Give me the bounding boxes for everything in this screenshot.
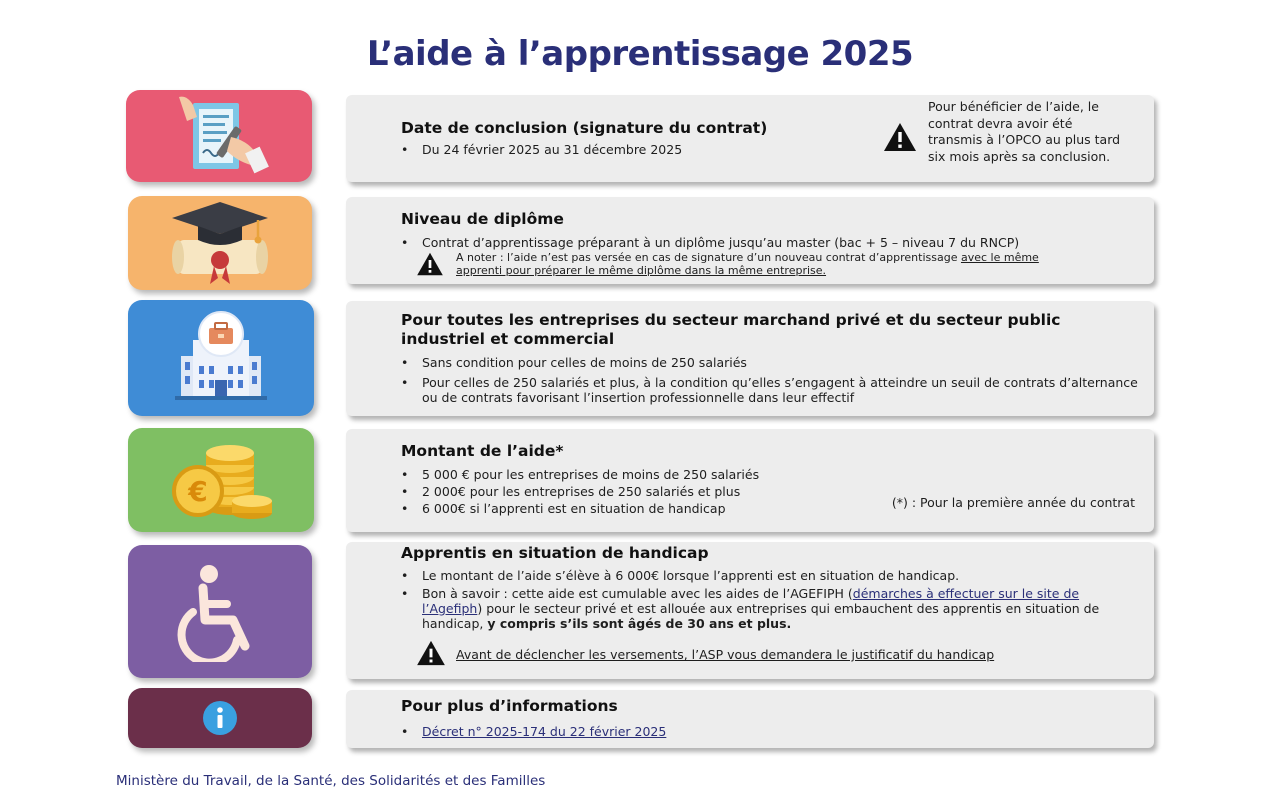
diploma-bullet: • Contrat d’apprentissage préparant à un diplôme jusqu’au master (bac + 5 – niveau 7 du RNCP) [401, 235, 1140, 250]
date-note: Pour bénéficier de l’aide, le contrat devra avoir été transmis à l’OPCO au plus tard six mois après sa conclusion. [928, 99, 1121, 164]
warning-triangle-icon [416, 640, 446, 666]
amount-bullet-1: • 5 000 € pour les entreprises de moins de 250 salariés [401, 467, 1140, 482]
date-heading: Date de conclusion (signature du contrat) [401, 119, 768, 137]
info-icon [202, 700, 238, 736]
handicap-bullet-1: • Le montant de l’aide s’élève à 6 000€ lorsque l’apprenti est en situation de handicap. [401, 568, 1140, 583]
diploma-note [456, 251, 1046, 277]
agefiph-link[interactable]: démarches à effectuer sur le site de l’Agefiph [422, 586, 1080, 616]
graduation-cap-diploma-icon [168, 198, 272, 288]
info-bullet [401, 724, 1140, 739]
companies-heading: Pour toutes les entreprises du secteur marchand privé et du secteur public industriel et commercial [401, 311, 1061, 348]
amount-tile [128, 428, 314, 532]
amount-heading: Montant de l’aide* [401, 442, 564, 460]
amount-footnote: (*) : Pour la première année du contrat [891, 495, 1135, 510]
wheelchair-icon [175, 562, 265, 662]
warning-triangle-icon [883, 122, 917, 152]
contract-tile [126, 90, 312, 182]
handicap-card [346, 542, 1154, 679]
info-heading: Pour plus d’informations [401, 697, 618, 715]
companies-bullet-1: • Sans condition pour celles de moins de 250 salariés [401, 355, 1140, 370]
info-tile [128, 688, 312, 748]
footer-ministry: Ministère du Travail, de la Santé, des Solidarités et des Familles [116, 773, 546, 789]
companies-card [346, 301, 1154, 416]
page-title: L’aide à l’apprentissage 2025 [366, 34, 914, 74]
company-tile [128, 300, 314, 416]
handicap-heading: Apprentis en situation de handicap [401, 544, 709, 562]
office-building-icon [171, 310, 271, 406]
handicap-tile [128, 545, 312, 678]
info-card [346, 690, 1154, 748]
svg-text:€: € [188, 475, 208, 508]
decree-link[interactable]: Décret n° 2025-174 du 22 février 2025 [422, 724, 667, 739]
handicap-bullet-2-bold: y compris s’ils sont âgés de 30 ans et plus. [487, 616, 792, 631]
signing-contract-icon [169, 93, 269, 179]
amount-bullet-3: • 6 000€ si l’apprenti est en situation de handicap [401, 501, 1140, 516]
date-card [346, 95, 1154, 182]
amount-card [346, 429, 1154, 532]
euro-coins-icon [166, 439, 276, 521]
diploma-heading: Niveau de diplôme [401, 210, 564, 228]
warning-triangle-icon [416, 252, 444, 276]
handicap-bullet-2-mid: ) pour le secteur privé et est allouée aux entreprises qui embauchent des apprentis en situation de handicap, [422, 601, 1100, 631]
companies-bullet-2: • Pour celles de 250 salariés et plus, à la condition qu’elles s’engagent à atteindre un seuil de contrats d’alternance ou de contrats favorisant l’insertion professionnelle dans leur effectif [401, 375, 1140, 405]
date-bullet: • Du 24 février 2025 au 31 décembre 2025 [401, 142, 894, 157]
diploma-note-text: A noter : l’aide n’est pas versée en cas de signature d’un nouveau contrat d’apprentissage [456, 251, 961, 264]
diploma-card [346, 197, 1154, 284]
handicap-bullet-2 [401, 586, 1140, 631]
handicap-warning: Avant de déclencher les versements, l’ASP vous demandera le justificatif du handicap [456, 647, 995, 662]
amount-bullet-2: • 2 000€ pour les entreprises de 250 salariés et plus [401, 484, 1140, 499]
diploma-note-underlined: avec le même apprenti pour préparer le même diplôme dans la même entreprise. [456, 251, 1039, 277]
handicap-bullet-2-start: Bon à savoir : cette aide est cumulable avec les aides de l’AGEFIPH ( [422, 586, 853, 601]
diploma-tile [128, 196, 312, 290]
